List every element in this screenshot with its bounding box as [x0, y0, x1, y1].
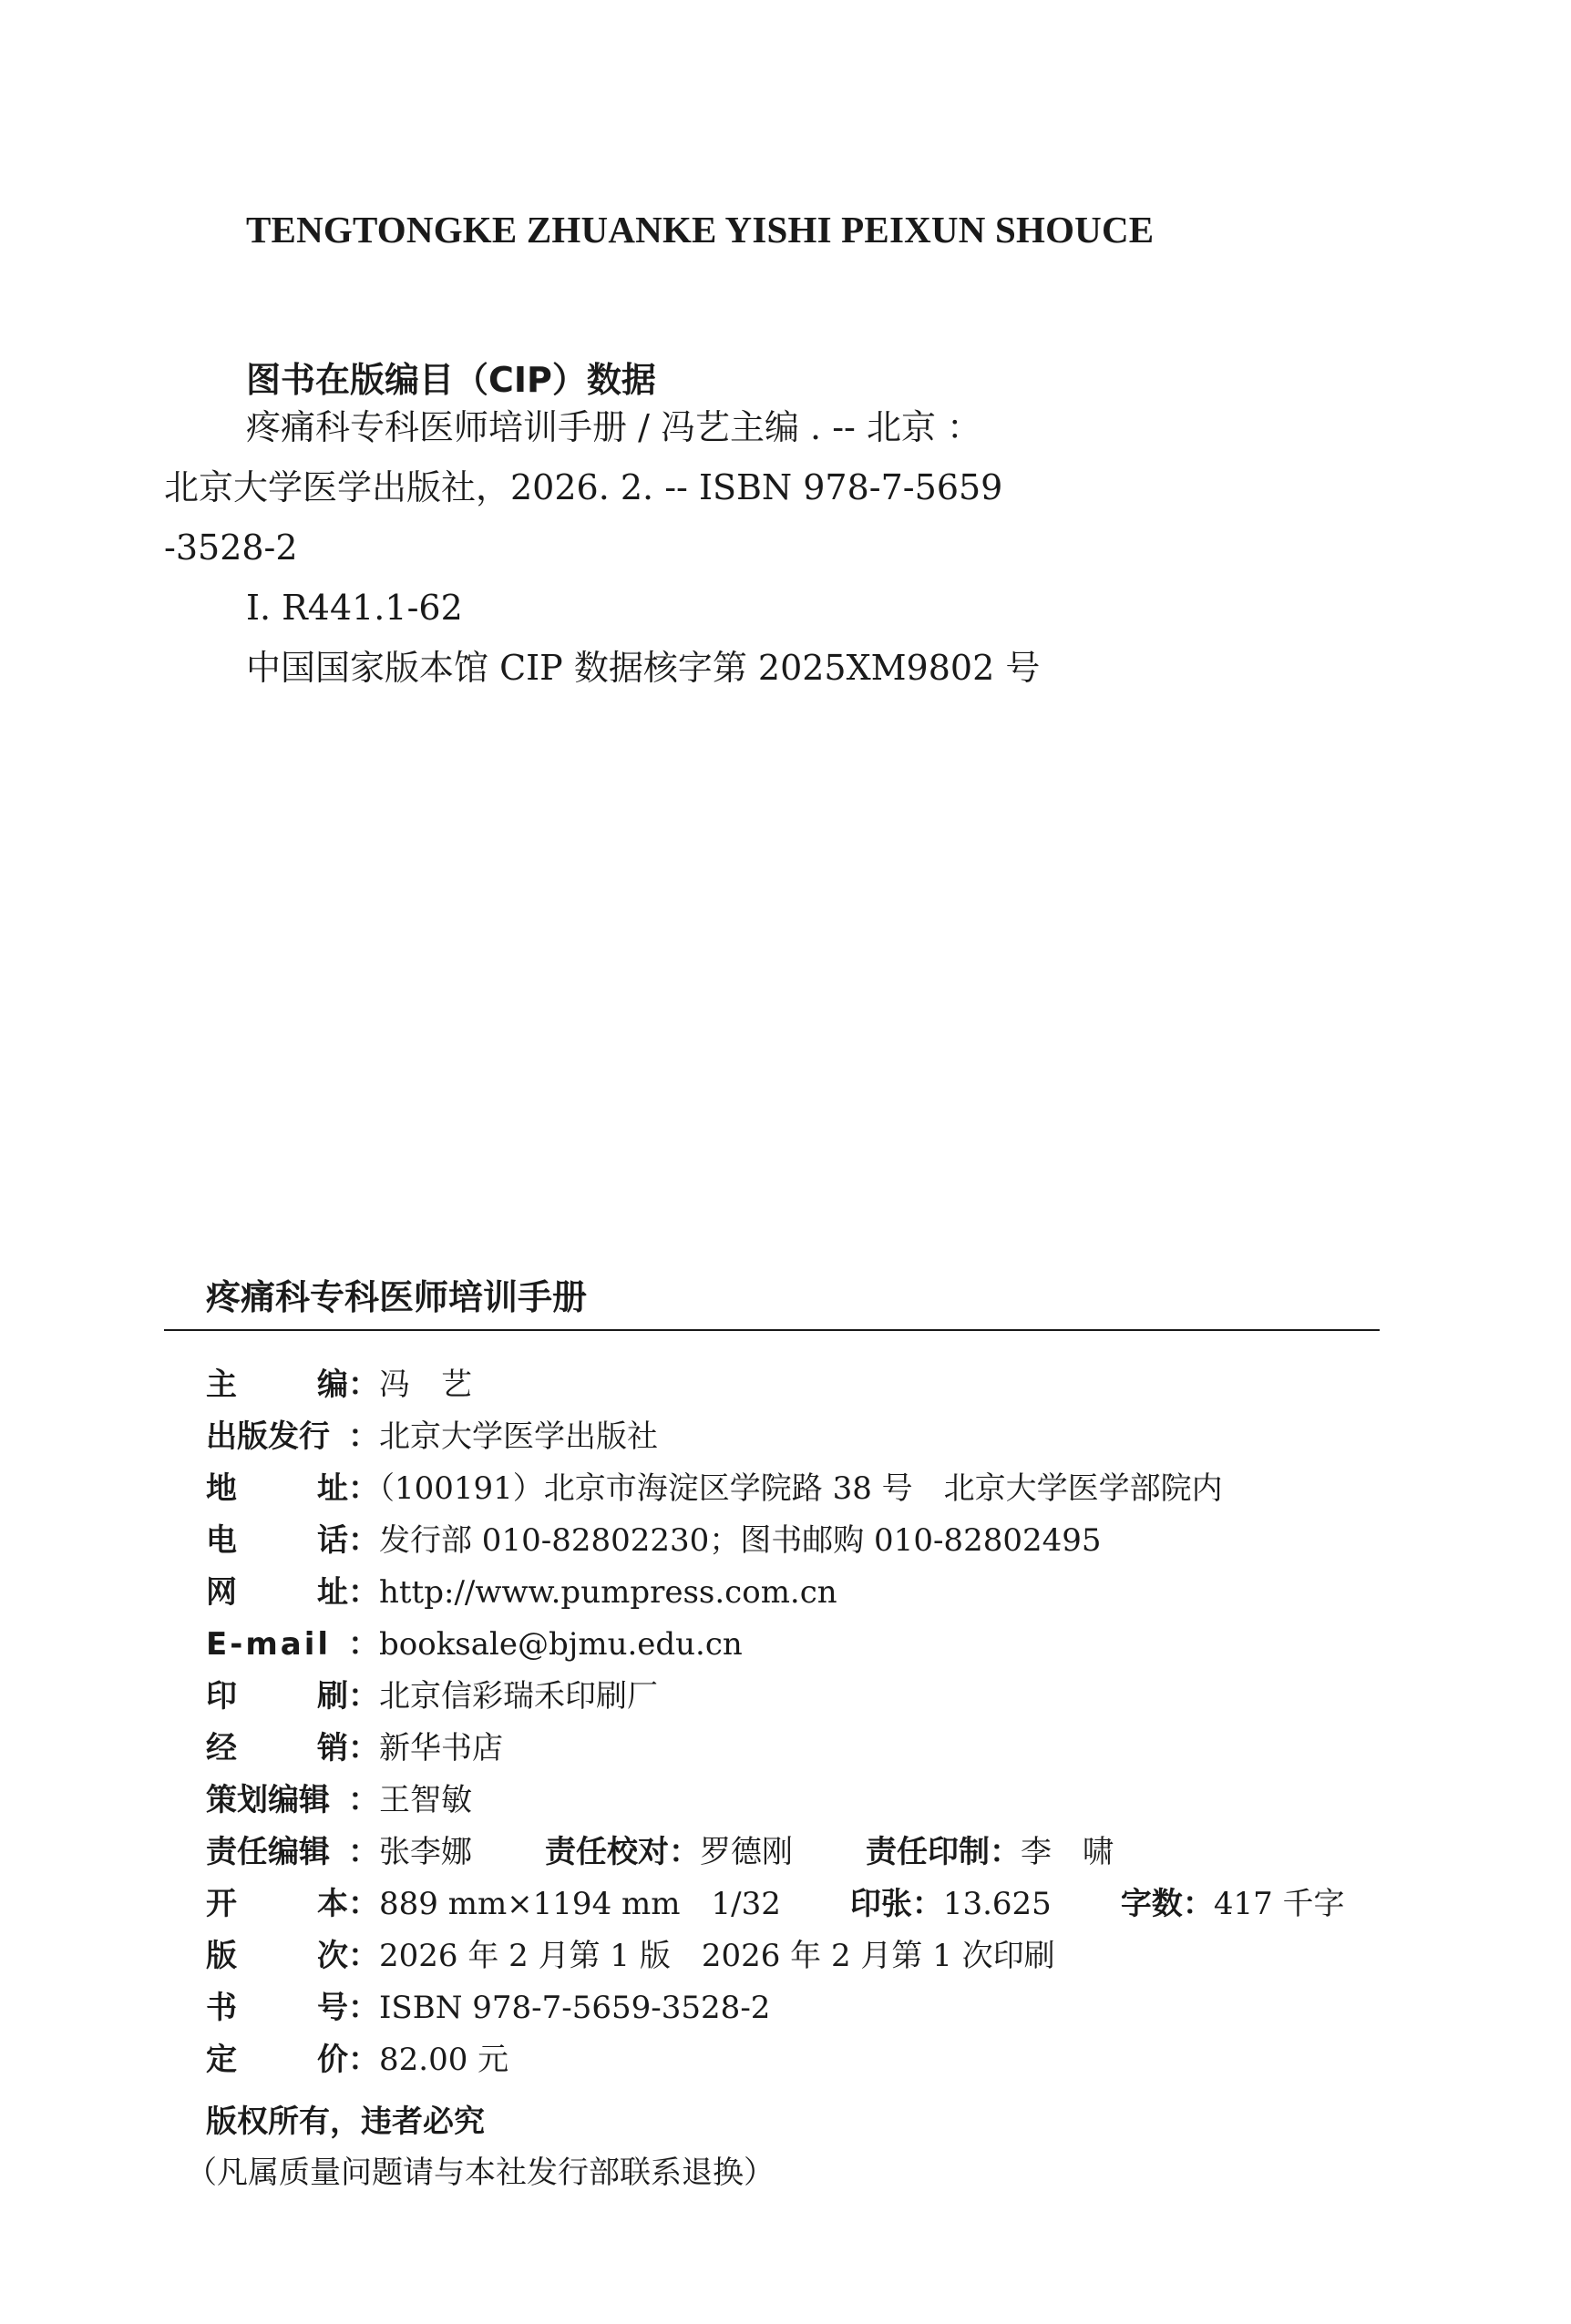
website-label: 网 址: [206, 1574, 348, 1611]
sheets-label: 印张: [849, 1886, 912, 1922]
book-title: 疼痛科专科医师培训手册: [206, 1277, 588, 1317]
distributor-label: 经 销: [206, 1730, 348, 1766]
proof-label: 责任校对: [545, 1834, 669, 1870]
isbn-label: 书 号: [206, 1990, 348, 2026]
quality-return-note: （凡属质量问题请与本社发行部联系退换）: [186, 2155, 775, 2191]
resp-print-label: 责任印制: [866, 1834, 990, 1870]
cip-line-isbn-tail: -3528-2: [164, 527, 298, 568]
divider-rule: [164, 1329, 1380, 1331]
resp-print-value: 李 啸: [1021, 1834, 1114, 1870]
isbn-value: ISBN 978-7-5659-3528-2: [379, 1990, 771, 2026]
row-website: 网 址 ：http://www.pumpress.com.cn: [206, 1574, 837, 1611]
row-distributor: 经 销 ：新华书店: [206, 1730, 503, 1766]
edition-value: 2026 年 2 月第 1 版 2026 年 2 月第 1 次印刷: [379, 1938, 1055, 1974]
price-label: 定 价: [206, 2042, 348, 2078]
resp-editor-value: 张李娜: [379, 1834, 472, 1870]
row-publisher: 出版发行 ：北京大学医学出版社: [206, 1418, 658, 1455]
sheets-value: 13.625: [942, 1886, 1052, 1922]
row-isbn: 书 号 ：ISBN 978-7-5659-3528-2: [206, 1990, 771, 2026]
printer-label: 印 刷: [206, 1678, 348, 1715]
planner-label: 策划编辑: [206, 1782, 330, 1818]
edition-label: 版 次: [206, 1938, 348, 1974]
editor-value: 冯 艺: [379, 1367, 472, 1403]
copyright-notice: 版权所有，违者必究: [206, 2104, 485, 2140]
email-label: E-mail: [206, 1626, 332, 1663]
format-value: 889 mm×1194 mm 1/32: [379, 1886, 781, 1922]
row-planner: 策划编辑 ：王智敏: [206, 1782, 472, 1818]
publisher-value: 北京大学医学出版社: [379, 1418, 658, 1455]
row-editor: 主 编 ：冯 艺: [206, 1367, 472, 1403]
row-format: 开 本 ：889 mm×1194 mm 1/32 印张：13.625 字数：417 千字: [206, 1886, 1345, 1922]
row-price: 定 价 ：82.00 元: [206, 2042, 509, 2078]
editor-label: 主 编: [206, 1367, 348, 1403]
cip-line-classification: Ⅰ. R441.1-62: [246, 588, 463, 628]
row-edition: 版 次 ：2026 年 2 月第 1 版 2026 年 2 月第 1 次印刷: [206, 1938, 1055, 1974]
address-value: （100191）北京市海淀区学院路 38 号 北京大学医学部院内: [379, 1470, 1223, 1507]
format-label: 开 本: [206, 1886, 348, 1922]
publisher-label: 出版发行: [206, 1418, 330, 1455]
proof-value: 罗德刚: [700, 1834, 793, 1870]
email-value: booksale@bjmu.edu.cn: [379, 1626, 743, 1663]
pinyin-title: TENGTONGKE ZHUANKE YISHI PEIXUN SHOUCE: [246, 209, 1155, 251]
website-value: http://www.pumpress.com.cn: [379, 1574, 837, 1611]
resp-editor-label: 责任编辑: [206, 1834, 330, 1870]
row-responsibility: 责任编辑 ：张李娜 责任校对：罗德刚 责任印制：李 啸: [206, 1834, 1114, 1870]
cip-heading: 图书在版编目（CIP）数据: [246, 360, 656, 400]
address-label: 地 址: [206, 1470, 348, 1507]
row-phone: 电 话 ：发行部 010-82802230；图书邮购 010-82802495: [206, 1522, 1102, 1559]
cip-line-approval: 中国国家版本馆 CIP 数据核字第 2025XM9802 号: [246, 648, 1041, 688]
words-value: 417 千字: [1213, 1886, 1345, 1922]
row-address: 地 址 ：（100191）北京市海淀区学院路 38 号 北京大学医学部院内: [206, 1470, 1223, 1507]
words-label: 字数: [1120, 1886, 1183, 1922]
cip-line-publisher: 北京大学医学出版社，2026. 2. -- ISBN 978-7-5659: [164, 467, 1003, 507]
planner-value: 王智敏: [379, 1782, 472, 1818]
row-email: E-mail ：booksale@bjmu.edu.cn: [206, 1626, 743, 1663]
phone-label: 电 话: [206, 1522, 348, 1559]
price-value: 82.00 元: [379, 2042, 509, 2078]
distributor-value: 新华书店: [379, 1730, 503, 1766]
printer-value: 北京信彩瑞禾印刷厂: [379, 1678, 658, 1715]
cip-line-title: 疼痛科专科医师培训手册 / 冯艺主编 . -- 北京 ：: [246, 407, 982, 447]
row-printer: 印 刷 ：北京信彩瑞禾印刷厂: [206, 1678, 658, 1715]
phone-value: 发行部 010-82802230；图书邮购 010-82802495: [379, 1522, 1102, 1559]
